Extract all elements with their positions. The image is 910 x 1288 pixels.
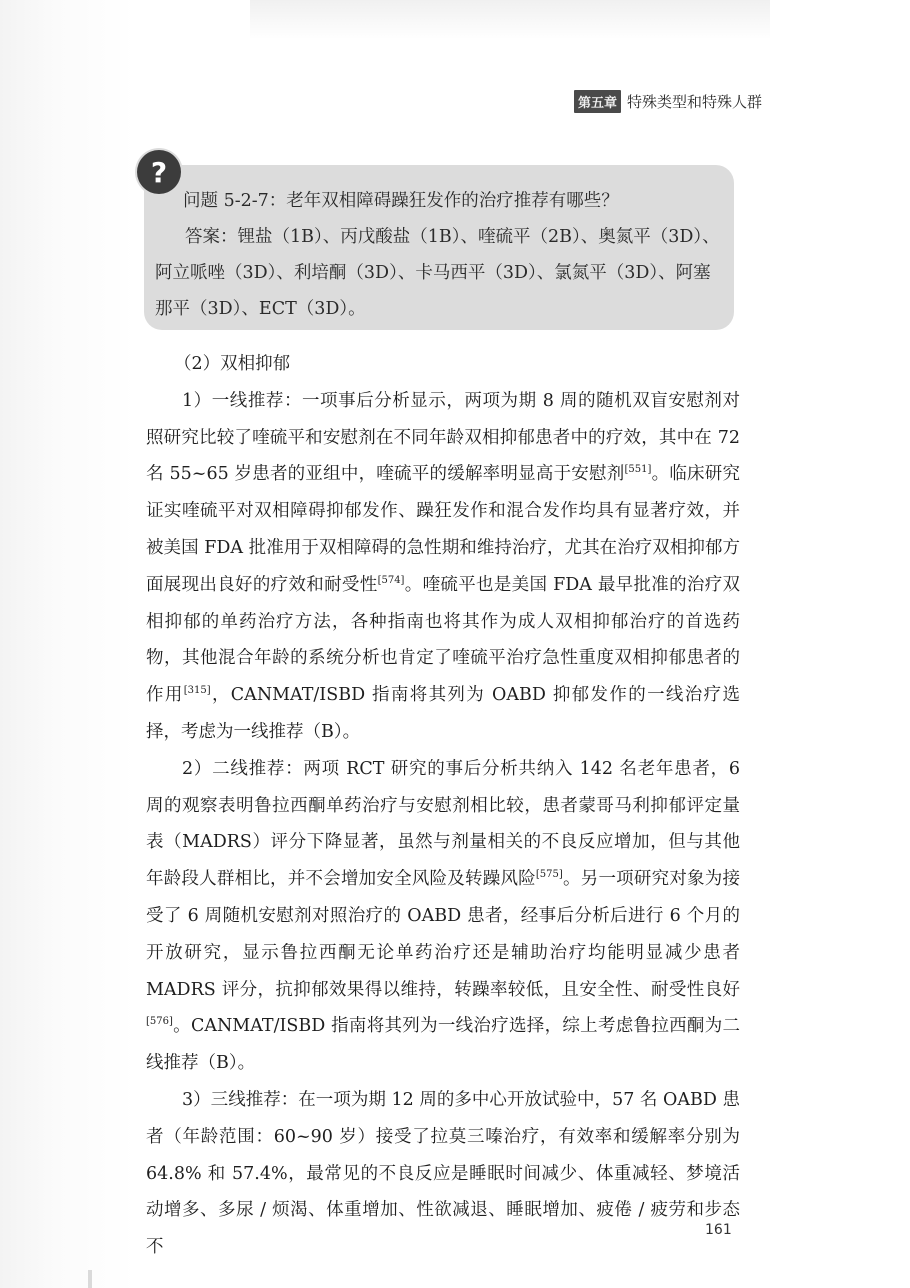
qa-answer: 答案：锂盐（1B）、丙戊酸盐（1B）、喹硫平（2B）、奥氮平（3D）、阿立哌唑（3D）、利培酮（3D）、卡马西平（3D）、氯氮平（3D）、阿塞那平（3D）、ECT（3D）。 [155,227,720,319]
qa-content [155,183,725,327]
paragraph-text: 。喹硫平也是美国 FDA 最早批准的治疗双相抑郁的单药治疗方法，各种指南也将其作为成人双相抑郁治疗的首选药物，其他混合年龄的系统分析也肯定了喹硫平治疗急性重度双相抑郁患者的作用 [146,574,741,706]
body-text [146,346,740,1266]
citation: [551] [624,464,652,476]
paragraph-text: 。临床研究证实喹硫平对双相障碍抑郁发作、躁狂发作和混合发作均具有显著疗效，并被美国 FDA 批准用于双相障碍的急性期和维持治疗，尤其在治疗双相抑郁方面展现出良好的疗效和耐受性 [146,464,741,595]
paragraph-text: 2）二线推荐：两项 RCT 研究的事后分析共纳入 142 名老年患者，6 周的观察表明鲁拉西酮单药治疗与安慰剂相比较，患者蒙哥马利抑郁评定量表（MADRS）评分下降显著，虽然与剂量相关的不良反应增加，但与其他年龄段人群相比，并不会增加安全风险及转躁风险 [146,758,740,890]
chapter-title: 特殊类型和特殊人群 [626,93,762,111]
paragraph-second-line [146,751,740,1082]
citation: [576] [146,1016,173,1028]
page-number: 161 [705,1222,732,1238]
section-heading: （2）双相抑郁 [174,354,291,374]
scan-shadow [250,0,770,40]
paragraph-text: 。另一项研究对象为接受了 6 周随机安慰剂对照治疗的 OABD 患者，经事后分析后进行 6 个月的开放研究，显示鲁拉西酮无论单药治疗还是辅助治疗均能明显减少患者 MADRS 评分，抗抑郁效果得以维持，转躁率较低，且安全性、耐受性良好 [146,869,741,1000]
qa-question: 问题 5-2-7：老年双相障碍躁狂发作的治疗推荐有哪些？ [183,191,619,211]
chapter-badge: 第五章 [574,90,621,113]
citation: [575] [535,869,563,881]
scan-edge-mark [88,1270,92,1288]
citation: [315] [183,685,211,697]
question-mark-icon: ? [137,150,181,194]
paragraph-third-line [146,1082,740,1266]
paragraph-first-line [146,383,740,751]
paragraph-text: 3）三线推荐：在一项为期 12 周的多中心开放试验中，57 名 OABD 患者（年龄范围：60~90 岁）接受了拉莫三嗪治疗，有效率和缓解率分别为 64.8% 和 57.4%，最常见的不良反应是睡眠时间减少、体重减轻、梦境活动增多、多尿 / 烦渴、体重增加、性欲减退、睡眠增加、疲倦 / 疲劳和步态不 [146,1089,740,1258]
paragraph-text: ，CANMAT/ISBD 指南将其列为 OABD 抑郁发作的一线治疗选择，考虑为一线推荐（B）。 [146,685,740,742]
paragraph-text: 。CANMAT/ISBD 指南将其列为一线治疗选择，综上考虑鲁拉西酮为二线推荐（B）。 [146,1016,740,1074]
running-header [574,90,762,113]
paragraph-text: 1）一线推荐：一项事后分析显示，两项为期 8 周的随机双盲安慰剂对照研究比较了喹硫平和安慰剂在不同年龄双相抑郁患者中的疗效，其中在 72 名 55~65 岁患者的亚组中，喹硫平的缓解率明显高于安慰剂 [146,390,740,485]
citation: [574] [377,574,405,586]
